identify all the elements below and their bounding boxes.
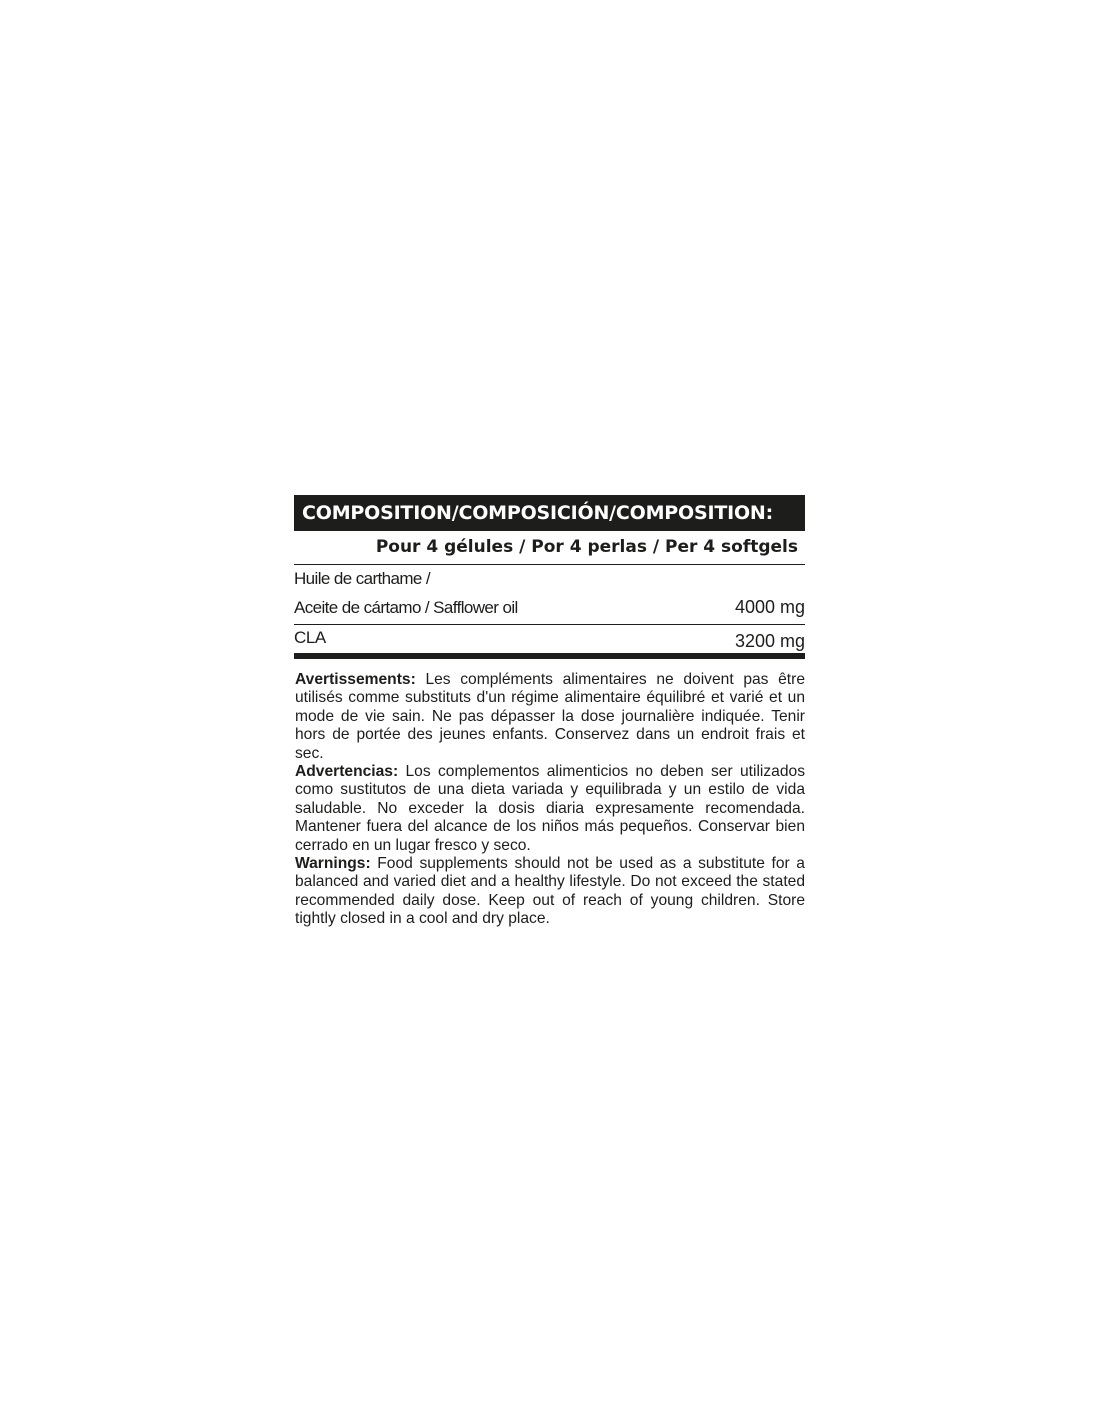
warning-es [295,763,805,855]
ingredient-name: CLA [294,628,326,647]
warning-en [295,855,805,929]
composition-header: COMPOSITION/COMPOSICIÓN/COMPOSITION: [294,495,805,531]
warning-fr-text: Les compléments alimentaires ne doivent pas être utilisés comme substituts d'un régime alimentaire équilibré et varié et un mode de vie sain. Ne pas dépasser la dose journalière indiquée. Tenir hors de portée des jeunes enfants. Conservez dans un endroit frais et sec. [295,671,805,762]
serving-size: Pour 4 gélules / Por 4 perlas / Per 4 softgels [375,537,798,557]
ingredient-row-cla [294,625,805,653]
ingredient-name-line1: Huile de carthame / [294,569,431,588]
ingredient-amount: 3200 mg [734,631,805,651]
warning-es-text: Los complementos alimenticios no deben ser utilizados como sustitutos de una dieta variada y equilibrada y un estilo de vida saludable. No exceder la dosis diaria expresamente recomendada. Mantener fuera del alcance de los niños más pequeños. Conservar bien cerrado en un lugar fresco y seco. [295,763,805,854]
ingredient-amount: 4000 mg [734,597,805,617]
warnings-block [294,671,805,929]
warning-fr-title: Avertissements: [295,671,416,688]
warning-es-title: Advertencias: [295,763,399,781]
ingredient-name-line2: Aceite de cártamo / Safflower oil [294,598,518,617]
warning-en-text: Food supplements should not be used as a substitute for a balanced and varied diet and a healthy lifestyle. Do not exceed the stated recommended daily dose. Keep out of reach of young children. Store tightly closed in a cool and dry place. [295,855,805,928]
warning-en-title: Warnings: [295,855,371,873]
composition-label [294,495,805,929]
ingredient-row-safflower [294,565,805,624]
thick-divider [294,653,805,659]
warning-fr [295,671,805,763]
